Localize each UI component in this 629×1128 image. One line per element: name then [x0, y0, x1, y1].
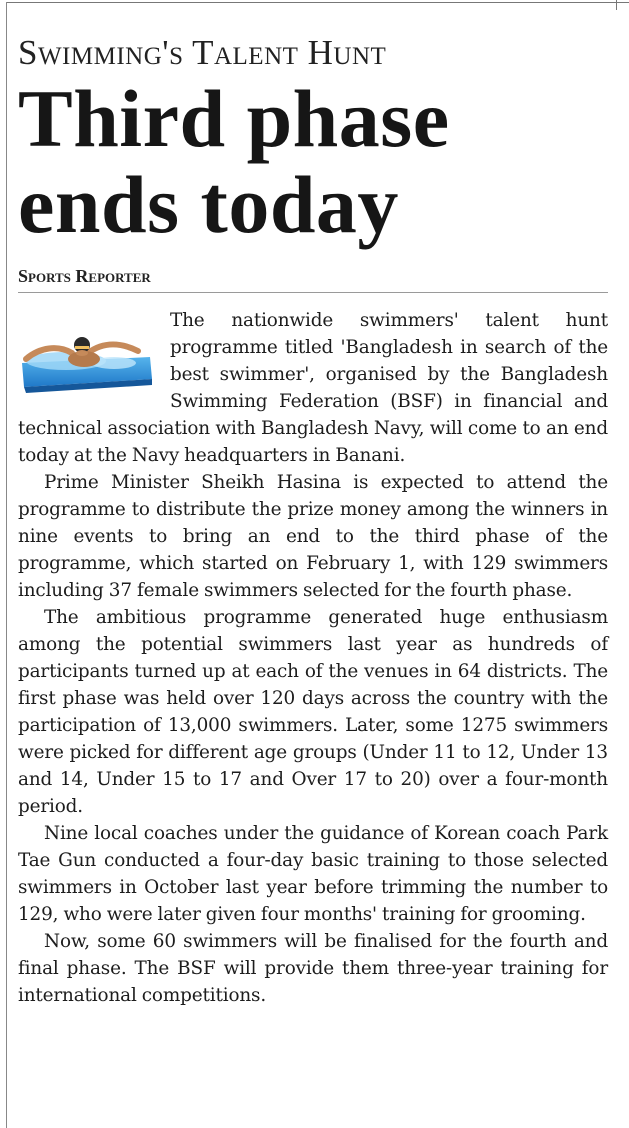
left-border-rule — [6, 2, 7, 1128]
article-body — [18, 307, 608, 1009]
paragraph-5: Now, some 60 swimmers will be finalised for the fourth and final phase. The BSF will provide them three-year training for international competitions. — [18, 931, 608, 1006]
paragraph-2: Prime Minister Sheikh Hasina is expected to attend the programme to distribute the prize money among the winners in nine events to bring an end to the third phase of the programme, which started on February 1, with 129 swimmers including 37 female swimmers selected for the fourth phase. — [18, 472, 608, 601]
article-byline: Sports Reporter — [18, 266, 608, 293]
paragraph-1: The nationwide swimmers' talent hunt programme titled 'Bangladesh in search of the best swimmer', organised by the Bangladesh Swimming Federation (BSF) in financial and technical association with Bangladesh Navy, will come to an end today at the Navy headquarters in Banani. — [18, 310, 608, 466]
swimmer-photo — [18, 317, 156, 399]
column-divider-rule — [616, 0, 617, 10]
article-kicker: Swimming's Talent Hunt — [18, 33, 387, 72]
paragraph-4: Nine local coaches under the guidance of Korean coach Park Tae Gun conducted a four-day basic training to those selected swimmers in October last year before trimming the number to 129, who were later given four months' training for grooming. — [18, 823, 608, 925]
paragraph-3: The ambitious programme generated huge enthusiasm among the potential swimmers last year as hundreds of participants turned up at each of the venues in 64 districts. The first phase was held over 120 days across the country with the participation of 13,000 swimmers. Later, some 1275 swimmers were picked for different age groups (Under 11 to 12, Under 13 and 14, Under 15 to 17 and Over 17 to 20) over a four-month period. — [18, 607, 608, 817]
swimmer-icon — [18, 317, 156, 399]
top-border-rule — [6, 2, 629, 3]
news-article — [18, 20, 608, 1009]
article-headline: Third phase ends today — [18, 73, 450, 250]
